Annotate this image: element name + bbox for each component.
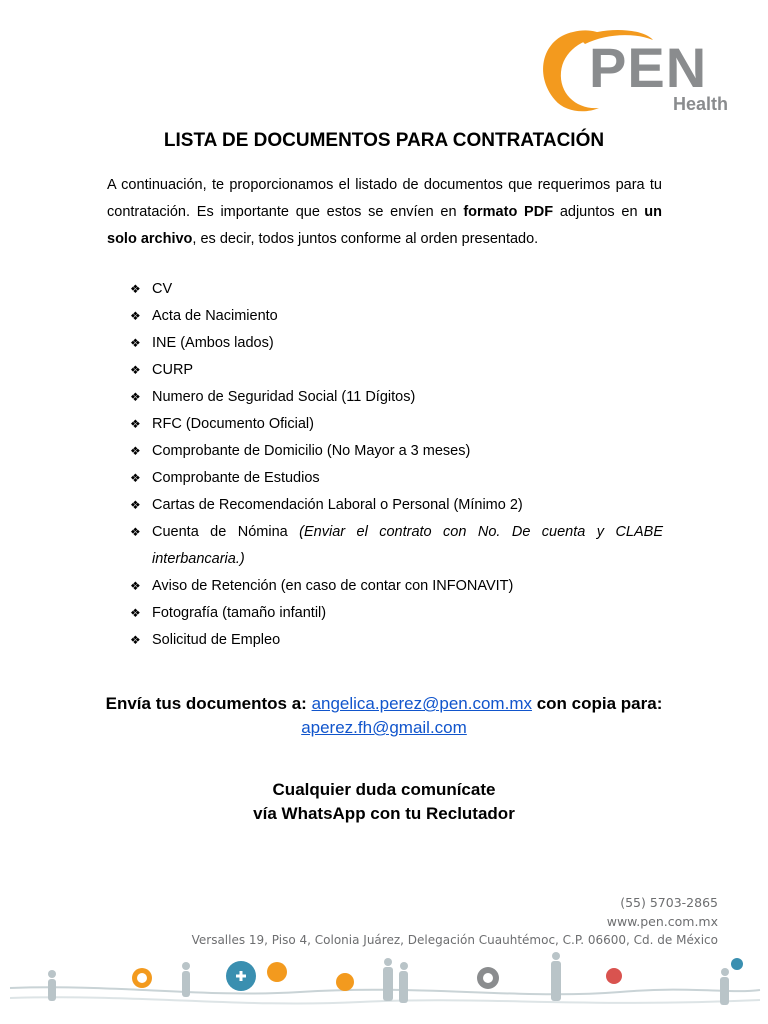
list-item-label: Cuenta de Nómina — [152, 524, 288, 540]
list-item — [107, 411, 663, 438]
intro-text-3: , es decir, todos juntos conforme al orden presentado. — [192, 231, 539, 247]
email-link-primary[interactable]: angelica.perez@pen.com.mx — [311, 694, 532, 713]
list-item-label: RFC (Documento Oficial) — [152, 416, 314, 432]
list-item-label: Solicitud de Empleo — [152, 632, 281, 648]
footer-illustration — [0, 948, 768, 1024]
intro-bold-single-file: un solo archivo — [107, 204, 662, 247]
pen-health-logo — [533, 24, 733, 116]
list-item — [107, 438, 663, 465]
diamond-bullet-icon: ❖ — [130, 363, 141, 377]
list-item — [107, 357, 663, 384]
diamond-bullet-icon: ❖ — [130, 309, 141, 323]
email-link-copy[interactable]: aperez.fh@gmail.com — [301, 718, 467, 737]
list-item-label: CV — [152, 281, 173, 297]
list-item-label: Cartas de Recomendación Laboral o Personal (Mínimo 2) — [152, 497, 523, 513]
list-item — [107, 573, 663, 600]
diamond-bullet-icon: ❖ — [130, 498, 141, 512]
list-item — [107, 384, 663, 411]
footer-website: www.pen.com.mx — [606, 914, 718, 929]
list-item — [107, 330, 663, 357]
diamond-bullet-icon: ❖ — [130, 579, 141, 593]
list-item-label: Comprobante de Estudios — [152, 470, 320, 486]
diamond-bullet-icon: ❖ — [130, 282, 141, 296]
list-item — [107, 492, 663, 519]
diamond-bullet-icon: ❖ — [130, 471, 141, 485]
diamond-bullet-icon: ❖ — [130, 525, 141, 539]
list-item-label: INE (Ambos lados) — [152, 335, 274, 351]
list-item-label: Aviso de Retención (en caso de contar con INFONAVIT) — [152, 578, 514, 594]
list-item-label: Numero de Seguridad Social (11 Dígitos) — [152, 389, 416, 405]
list-item — [107, 600, 663, 627]
send-prefix: Envía tus documentos a: — [105, 694, 307, 713]
list-item — [107, 276, 663, 303]
contact-note — [0, 778, 768, 826]
list-item — [107, 519, 663, 573]
contact-line-1: Cualquier duda comunícate — [272, 780, 496, 799]
intro-paragraph — [107, 172, 662, 253]
list-item-label: Acta de Nacimiento — [152, 308, 278, 324]
send-instructions — [100, 692, 668, 740]
page-title: LISTA DE DOCUMENTOS PARA CONTRATACIÓN — [163, 130, 605, 151]
logo-text: PEN — [589, 36, 708, 99]
diamond-bullet-icon: ❖ — [130, 606, 141, 620]
logo-subtitle: Health — [673, 94, 729, 114]
list-item — [107, 627, 663, 654]
documents-list — [107, 276, 663, 654]
contact-line-2: vía WhatsApp con tu Reclutador — [253, 804, 515, 823]
intro-bold-format: formato PDF — [463, 204, 554, 220]
diamond-bullet-icon: ❖ — [130, 390, 141, 404]
list-item-label: CURP — [152, 362, 194, 378]
diamond-bullet-icon: ❖ — [130, 417, 141, 431]
intro-text-1: A continuación, te proporcionamos el listado de documentos que requerimos para tu contratación. Es importante que estos se envíen en — [107, 177, 662, 220]
list-item — [107, 303, 663, 330]
list-item-label: Fotografía (tamaño infantil) — [152, 605, 327, 621]
diamond-bullet-icon: ❖ — [130, 336, 141, 350]
footer — [192, 893, 718, 950]
diamond-bullet-icon: ❖ — [130, 444, 141, 458]
intro-text-2: adjuntos en — [553, 204, 645, 220]
footer-address: Versalles 19, Piso 4, Colonia Juárez, Delegación Cuauhtémoc, C.P. 06600, Cd. de México — [191, 933, 718, 947]
diamond-bullet-icon: ❖ — [130, 633, 141, 647]
cuenta-note: (Enviar el contrato con No. De cuenta y CLABE interbancaria.) — [152, 524, 663, 567]
health-pin-icons — [132, 958, 743, 991]
footer-phone: (55) 5703-2865 — [620, 895, 718, 910]
send-middle: con copia para: — [536, 694, 663, 713]
list-item-label: Comprobante de Domicilio (No Mayor a 3 meses) — [152, 443, 471, 459]
list-item — [107, 465, 663, 492]
